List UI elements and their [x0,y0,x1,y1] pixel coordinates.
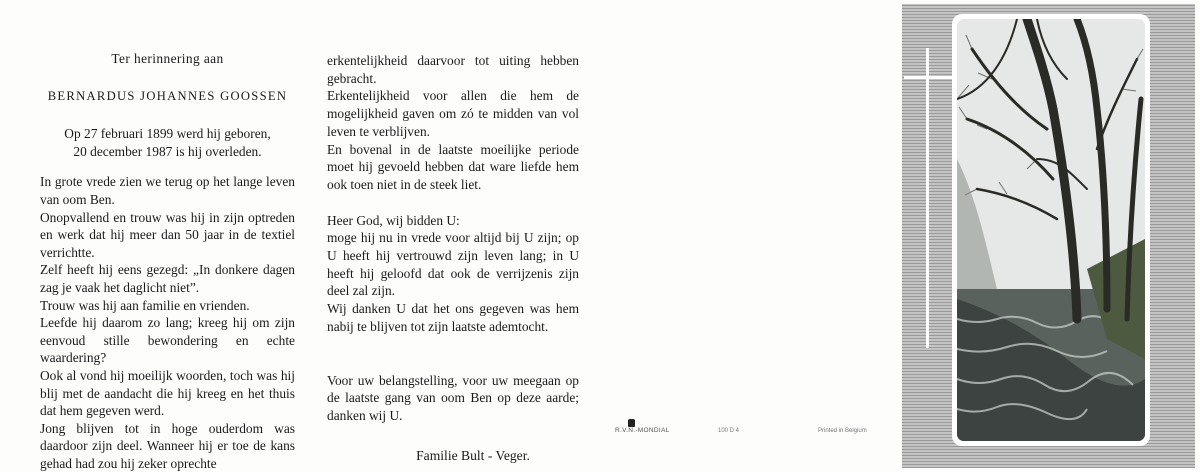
eulogy-paragraph: Trouw was hij aan familie en vrienden. [40,297,250,313]
family-signature: Familie Bult - Veger. [416,447,530,463]
printer-name: R.V.N.-MONDIAL [615,427,670,434]
thanks-text: Voor uw belangstelling, voor uw meegaan op de laatste gang van oom Ben op deze aarde; danken wij U. [327,372,579,423]
eulogy-paragraph: Onopvallend en trouw was hij in zijn optreden en werk dat hij meer dan 50 jaar in de textiel verrichtte. [40,209,295,260]
printed-in-label: Printed in Belgium [818,428,867,434]
photo-frame [952,14,1150,446]
final-period-paragraph: En bovenal in de laatste moeilijke periode moet hij gevoeld hebben dat ware liefde hem ook toen niet in de steek liet. [327,141,579,192]
eulogy-paragraph: Zelf heeft hij eens gezegd: „In donkere dagen zag je vaak het daglicht niet”. [40,262,295,295]
eulogy-paragraph: Jong blijven tot in hoge ouderdom was daardoor zijn deel. Wanneer hij er toe de kans gehad had zou hij zeker oprechte [40,420,295,471]
prayer-opening: Heer God, wij bidden U: [327,212,460,228]
cross-icon [926,48,929,348]
river-trees-photo [957,19,1145,441]
prayer-end: Wij danken U dat het ons gegeven was hem nabij te blijven tot zijn laatste ademtocht. [327,301,579,334]
prayer-body: moge hij nu in vrede voor altijd bij U zijn; op U heeft hij vertrouwd zijn leven lang; in U heeft hij geloofd dat ook de verrijzenis zijn deel zal zijn. [327,230,579,299]
landscape-illustration [957,19,1145,441]
eulogy-paragraph: Leefde hij daarom zo lang; kreeg hij om zijn eenvoud stille bewondering en echte waardering? [40,315,295,366]
printer-logo-icon [628,419,635,427]
product-code: 100 D 4 [718,428,740,434]
middle-text-column [327,52,579,464]
eulogy-paragraph: In grote vrede zien we terug op het lange leven van oom Ben. [40,174,295,207]
eulogy-paragraph: Ook al vond hij moeilijk woorden, toch was hij blij met de aandacht die hij kreeg en het thuis dat hem gegeven werd. [40,367,295,419]
death-line: 20 december 1987 is hij overleden. [73,143,262,159]
prayer [327,212,579,336]
deceased-name: BERNARDUS JOHANNES GOOSSEN [47,88,288,103]
continued-paragraph: erkentelijkheid daarvoor tot uiting hebben gebracht. [327,53,579,86]
left-text-column [40,50,295,472]
life-dates [40,125,295,160]
intro-line: Ter herinnering aan [111,51,224,66]
birth-line: Op 27 februari 1899 werd hij geboren, [64,126,271,142]
gratitude-paragraph: Erkentelijkheid voor allen die hem de mogelijkheid gaven om zó te midden van vol leven te verblijven. [327,88,579,139]
cross-bar [904,76,952,79]
